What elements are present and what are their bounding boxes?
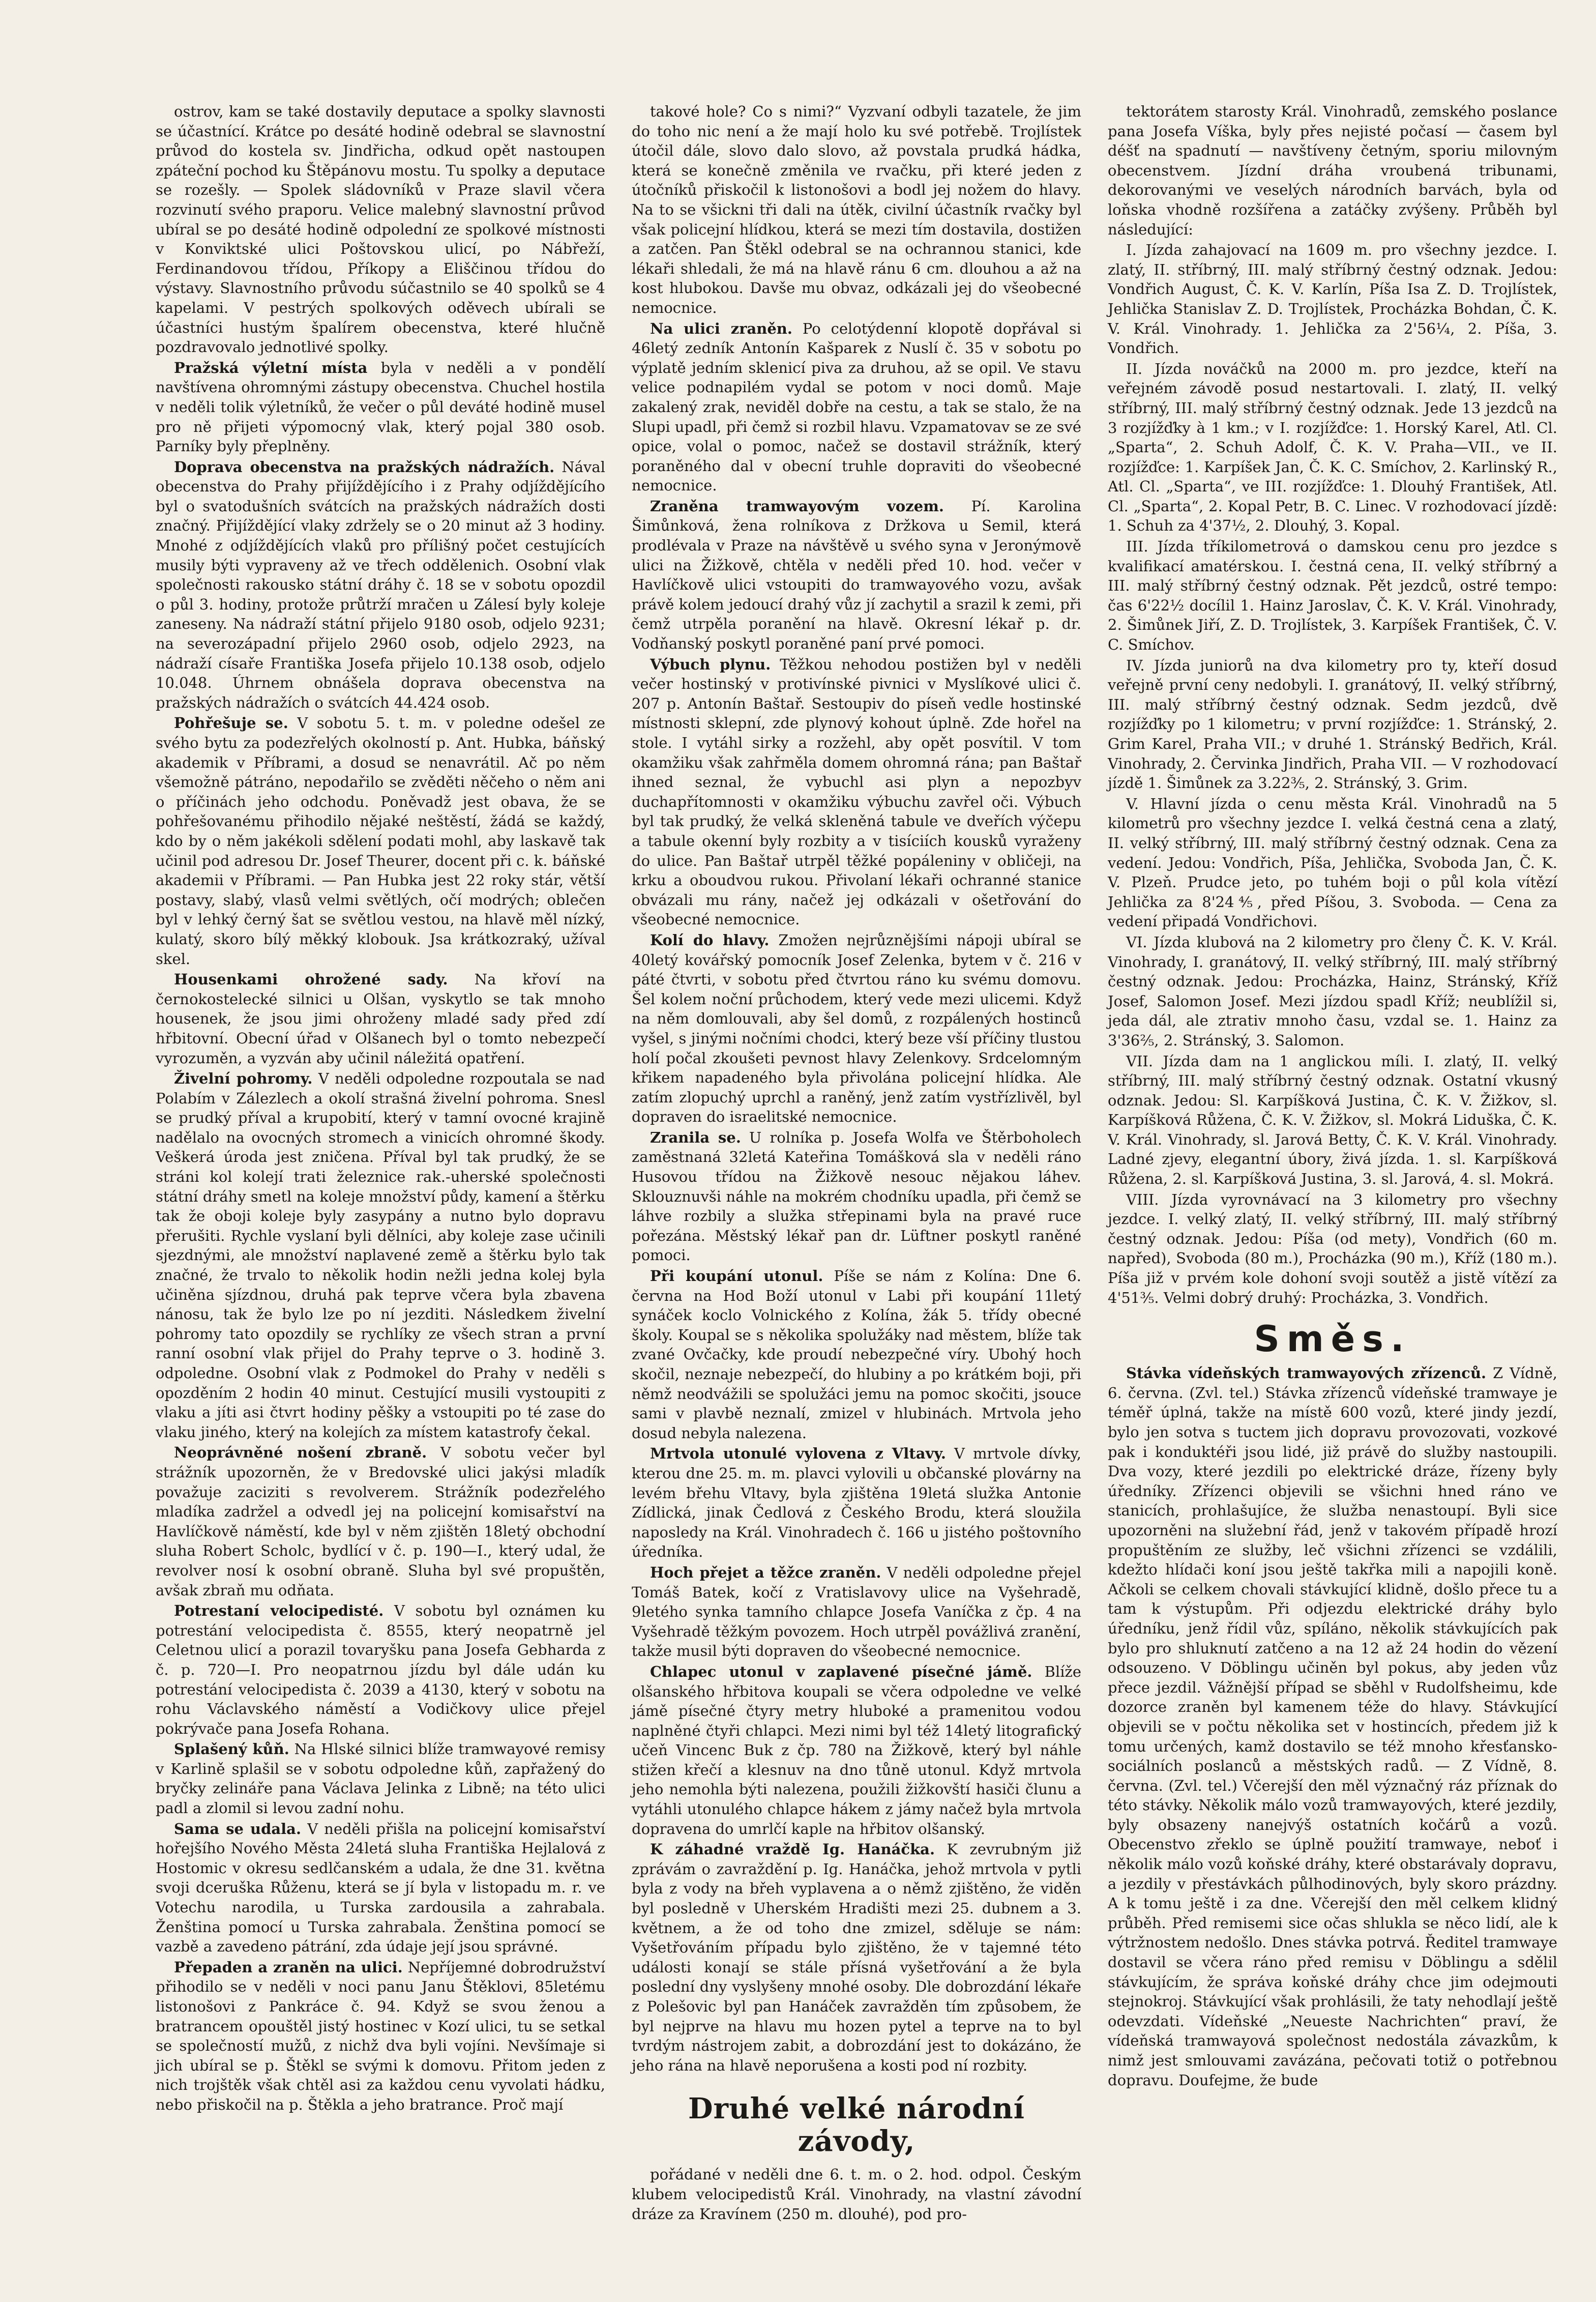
article-paragraph bbox=[156, 1443, 605, 1600]
article-text: ostrov, kam se také dostavily deputace a spolky slavnosti se účastnící. Krátce po desáté hodině odebral se slavnostní průvod do kostela sv. Jindřicha, odkud opět nastoupen zpáteční pochod ku Štěpánovu mostu. Tu spolky a deputace se rozešly. — Spolek sládovníků v Praze slavil včera rozvinutí svého praporu. Velice malebný slavnostní průvod ubíral se po desáté hodině odpolední ze spolkové místnosti v Konviktské ulici Poštovskou ulicí, po Nábřeží, Ferdinandovou třídou, Příkopy a Eliščinou třídou do výstavy. Slavnostního průvodu súčastnilo se 40 spolků se 4 kapelami. V pestrých spolkových oděvech ubírali se účastníci hustým špalírem obecenstva, které hlučně pozdravovalo jednotlivé spolky. bbox=[156, 103, 605, 356]
article-text: I. Jízda zahajovací na 1609 m. pro všechny jezdce. I. zlatý, II. stříbrný, III. malý stříbrný čestný odznak. Jedou: Vondřich August, Č. K. V. Karlín, Píša Isa Z. D. Trojlístek, Jehlička Stanislav Z. D. Trojlístek, Procházka Bohdan, Č. K. V. Král. Vinohrady. 1. Jehlička za 2'56¼, 2. Píša, 3. Vondřich. bbox=[1108, 241, 1557, 357]
article-headline: Zraněna tramwayovým vozem. bbox=[650, 497, 944, 515]
article-text: tektorátem starosty Král. Vinohradů, zemského poslance pana Josefa Víška, byly přes nejisté počasí — časem byl déšť na spadnutí — navštíveny četným, sporiu milovným obecenstvem. Jízdní dráha vroubená tribunami, dekorovanými ve veselých národních barvách, byla od loňska vhodně rozšířena a zatáčky zvýšeny. Průběh byl následující: bbox=[1108, 103, 1557, 238]
article-text: VI. Jízda klubová na 2 kilometry pro členy Č. K. V. Král. Vinohrady, I. granátový, II. velký stříbrný, III. malý stříbrný čestný odznak. Jedou: Procházka, Hainz, Stránský, Kříž Josef, Salomon Josef. Mezi jízdou spadl Kříž; neublížil si, jeda dál, ale ztrativ mnoho času, vzdal se. 1. Hainz za 3'36⅖, 2. Stránský, 3. Salomon. bbox=[1108, 933, 1557, 1049]
article-text: V sobotu 5. t. m. v poledne odešel ze svého bytu za podezřelých okolností p. Ant. Hubka, báňský akademik v Příbrami, a dosud se nenavrátil. Ač po něm všemožně pátráno, nepodařilo se zvěděti něčeho o něm ani o příčinách jeho odchodu. Poněvadž jest obava, že se pohřešovanému přihodilo nějaké neštěstí, žádá se každý, kdo by o něm jakékoli sdělení podati mohl, aby laskavě tak učinil pod adresou Dr. Josef Theurer, docent při c. k. báňské akademii v Příbrami. — Pan Hubka jest 22 roky stár, větší postavy, slabý, vlasů velmi světlých, očí modrých; oblečen byl v lehký černý šat se světlou vestou, na hlavě měl nízký, kulatý, skoro bílý měkký klobouk. Jsa krátkozraký, užíval skel. bbox=[156, 714, 605, 968]
article-text: byla v neděli a v pondělí navštívena ohromnými zástupy obecenstva. Chuchel hostila v neděli tolik výletníků, že večer o půl deváté hodině musel pro ně přijeti výpomocný vlak, který pojal 380 osob. Parníky byly přeplněny. bbox=[156, 359, 605, 455]
article-headline: Doprava obecenstva na pražských nádražích. bbox=[174, 458, 555, 476]
article-text: Píše se nám z Kolína: Dne 6. června na Hod Boží utonul v Labi při koupání 11letý synáček koclo Volnického z Kolína, žák 5. třídy obecné školy. Koupal se s několika spolužáky nad městem, blíže tak zvané Ovčačky, kde proudí nebezpečné víry. Ubohý hoch skočil, neznaje nebezpečí, do hlubiny a po krátkém boji, při němž neodvážili se spolužáci jemu na pomoc skočiti, jsouce sami v plavbě neznalí, zmizel v hlubinách. Mrtvola jeho dosud nebyla nalezena. bbox=[632, 1267, 1082, 1442]
article-headline: Sama se udala. bbox=[174, 1820, 302, 1838]
article-paragraph bbox=[1108, 1052, 1557, 1189]
article-headline: Pohřešuje se. bbox=[174, 714, 288, 732]
article-text: V sobotu byl oznámen ku potrestání velocipedista č. 8555, který neopatrně jel Celetnou ulicí a porazil tovaryšku pana Josefa Gebharda z č. p. 720—I. Pro neopatrnou jízdu byl dále udán ku potrestání velocipedista č. 2039 a 4130, který v sobotu na rohu Václavského náměstí a Vodičkovy ulice přejel pokrývače pana Josefa Rohana. bbox=[156, 1602, 605, 1737]
article-paragraph bbox=[156, 1601, 605, 1738]
section-title: Druhé velké národní závody, bbox=[688, 2092, 1025, 2159]
article-paragraph bbox=[1108, 537, 1557, 655]
article-paragraph bbox=[156, 970, 605, 1068]
article-text: Po celotýdenní klopotě dopřával si 46letý zedník Antonín Kašparek z Nuslí č. 35 v sobotu po výplatě jedním sklenicí piva za druhou, až se opil. Ve stavu velice podnapilém vydal se potom v noci domů. Maje zakalený zrak, neviděl dobře na cestu, a tak se stalo, že na Slupi upadl, při čemž si rozbil hlavu. Vzpamatovav se ze své opice, volal o pomoc, načež se dostavil strážník, který poraněného dal v obecní truhle dopraviti do všeobecné nemocnice. bbox=[632, 319, 1081, 494]
article-paragraph bbox=[632, 1128, 1081, 1265]
article-text: takové hole? Co s nimi?“ Vyzvaní odbyli tazatele, že jim do toho nic není a že mají holo ku své potřebě. Trojlístek útočil dále, slovo dalo slovo, až povstala prudká hádka, která se konečně změnila ve rvačku, při které jeden z útočníků přiskočil k listonošovi a bodl jej nožem do hlavy. Na to se všickni tři dali na útěk, civilní účastník rvačky byl však policejní hlídkou, která se mezi tím dostavila, dostižen a zatčen. Pan Štěkl odebral se na ochrannou stanici, kde lékaři shledali, že má na hlavě ránu 6 cm. dlouhou a až na kost hlubokou. Davše mu obvaz, odkázali jej do všeobecné nemocnice. bbox=[632, 103, 1081, 316]
article-paragraph bbox=[632, 319, 1081, 496]
article-text: K zevrubným již zprávám o zavraždění p. Ig. Hanáčka, jehož mrtvola v pytli byla z vody na břeh vyplavena a o němž zjištěno, že viděn byl posledně v Uherském Hradišti mezi 25. dubnem a 3. květnem, a že od toho dne zmizel, sděluje se nám: Vyšetřováním případu bylo zjištěno, že v tajemné této události konají se stále přísná vyšetřování a že byla poslední dny vyslyšeny mnohé osoby. Dle dobrozdání lékaře z Polešovic byl pan Hanáček zavražděn tím způsobem, že byl nejprve na hlavu mu hozen pytel a teprve na to byl tvrdým nástrojem zabit, a dobrozdání jest to dokázáno, že jeho rána na hlavě neporušena a kosti pod ní rozbity. bbox=[632, 1841, 1081, 2074]
article-paragraph bbox=[1108, 1190, 1557, 1308]
article-text: V sobotu večer byl strážník upozorněn, že v Bredovské ulici jakýsi mladík považuje zaciziti s revolverem. Strážník podezřelého mladíka zadržel a odvedl jej na policejní komisařství na Havlíčkově náměstí, kde byl v něm zjištěn 18letý obchodní sluha Robert Scholc, bydlící v č. p. 190—I., který udal, že revolver nosí k osobní obraně. Sluha byl své propuštěn, avšak zbraň mu odňata. bbox=[156, 1444, 606, 1599]
article-headline: Přepaden a zraněn na ulici. bbox=[174, 1958, 403, 1976]
article-text: V. Hlavní jízda o cenu města Král. Vinohradů na 5 kilometrů pro všechny jezdce I. velká čestná cena a zlatý, II. velký stříbrný, III. malý stříbrný čestný odznak. Cena za vedení. Jedou: Vondřich, Píša, Jehlička, Svoboda Jan, Č. K. V. Plzeň. Prudce jeto, po tuhém boji o půl kola vítězí Jehlička za 8'24⅘, před Píšou, 3. Svoboda. — Cena za vedení připadá Vondřichovi. bbox=[1108, 795, 1557, 930]
article-headline: Splašený kůň. bbox=[174, 1740, 289, 1758]
article-headline: Housenkami ohrožené sady. bbox=[174, 971, 448, 988]
article-headline: Při koupání utonul. bbox=[650, 1267, 823, 1285]
article-headline: Potrestaní velocipedisté. bbox=[174, 1602, 384, 1620]
article-paragraph bbox=[632, 102, 1081, 318]
article-text: pořádané v neděli dne 6. t. m. o 2. hod. odpol. Českým klubem velocipedistů Král. Vinohrady, na vlastní závodní dráze za Kravínem (250 m. dlouhé), pod pro- bbox=[632, 2166, 1081, 2223]
article-headline: Výbuch plynu. bbox=[650, 655, 771, 673]
article-headline: Pražská výletní místa bbox=[174, 359, 368, 376]
article-text: U rolníka p. Josefa Wolfa ve Štěrboholech zaměstnaná 32letá Kateřina Tomášková sla v neděli ráno Husovou třídou na Žižkově nesouc nějakou láhev. Sklouznuvši náhle na mokrém chodníku upadla, při čemž se láhve rozbily a služka střepinami byla na pravé ruce pořezána. Městský lékař pan dr. Lüftner poskytl raněné pomoci. bbox=[632, 1128, 1081, 1264]
article-text: Na Hlské silnici blíže tramwayové remisy v Karlině splašil se v sobotu odpoledne kůň, zapřažený do bryčky zelináře pana Václava Jelinka z Libně; na této ulici padl a zlomil si levou zadní nohu. bbox=[156, 1740, 605, 1817]
article-text: VIII. Jízda vyrovnávací na 3 kilometry pro všechny jezdce. I. velký zlatý, II. velký stříbrný, III. malý stříbrný čestný odznak. Jedou: Píša (od mety), Vondřich (60 m. napřed), Svoboda (80 m.), Procházka (90 m.), Kříž (180 m.). Píša již v prvém kole dohoní svoji soutěž a jistě vítězí za 4'51⅗. Velmi dobrý druhý: Procházka, 3. Vondřich. bbox=[1108, 1190, 1557, 1306]
article-text: V neděli odpoledne přejel Tomáš Batek, kočí z Vratislavovy ulice na Vyšehradě, 9letého synka tamního chlapce Josefa Vaníčka z čp. 4 na Vyšehradě těžkým povozem. Hoch utrpěl povážlivá zranění, takže musil býti dopraven do všeobecné nemocnice. bbox=[632, 1563, 1081, 1660]
article-text: IV. Jízda juniorů na dva kilometry pro ty, kteří dosud veřejně první ceny nedobyli. I. granátový, II. velký stříbrný, III. malý stříbrný čestný odznak. Sedm jezdců, dvě rozjížďky po 1 kilometru; v první rozjížďce: 1. Stránský, 2. Grim Karel, Praha VII.; v druhé 1. Stránský Bedřich, Král. Vinohrady, 2. Červinka Jindřich, Praha VII. — V rozhodovací jízdě 1. Šimůnek za 3.22⅗, 2. Stránský, 3. Grim. bbox=[1108, 656, 1557, 792]
article-paragraph bbox=[156, 358, 605, 456]
article-paragraph bbox=[1108, 933, 1557, 1051]
article-headline: K záhadné vraždě Ig. Hanáčka. bbox=[650, 1841, 935, 1858]
article-paragraph bbox=[632, 497, 1081, 654]
column-left bbox=[153, 102, 608, 2261]
article-headline: Kolí do hlavy. bbox=[650, 931, 770, 949]
article-headline: Živelní pohromy. bbox=[174, 1070, 313, 1088]
article-text: V neděli přišla na policejní komisařství hořejšího Nového Města 24letá sluha Františka Hejlalová z Hostomic v okresu sedlčanském a udala, že dne 31. května svoji dceruška Růženu, která se jí byla v listopadu m. r. ve Votechu narodila, u Turska zardousila a zahrabala. Ženština pomocí u Turska zahrabala. Ženština pomocí se vazbě a zavedeno pátrání, zda údaje její jsou správné. bbox=[156, 1820, 605, 1956]
article-headline: Mrtvola utonulé vylovena z Vltavy. bbox=[650, 1445, 946, 1463]
article-text: Pí. Karolina Šimůnková, žena rolníkova z Držkova u Semil, která prodlévala v Praze na návštěvě u svého syna v Jeronýmově ulici na Žižkově, chtěla v neděli před 10. hod. večer v Havlíčkově ulici vstoupiti do tramwayového vozu, avšak právě kolem jedoucí drahý vůz jí zachytil a srazil k zemi, při čemž utrpěla poranění na hlavě. Okresní lékař p. dr. Vodňanský poskytl poraněné paní prvé pomoci. bbox=[632, 497, 1081, 653]
article-paragraph bbox=[632, 1563, 1081, 1661]
article-headline: Hoch přejet a těžce zraněn. bbox=[650, 1563, 881, 1581]
article-text: V mrtvole dívky, kterou dne 25. m. m. plavci vylovili u občanské plovárny na levém břehu Vltavy, byla zjištěna 19letá služka Antonie Zídlická, jinak Čedlová z Českého Brodu, která sloužila naposledy na Král. Vinohradech č. 166 u jistého poštovního úředníka. bbox=[632, 1445, 1081, 1561]
article-paragraph bbox=[1108, 240, 1557, 358]
article-paragraph bbox=[632, 1444, 1081, 1562]
article-paragraph bbox=[632, 2165, 1081, 2224]
article-paragraph bbox=[156, 102, 605, 357]
article-paragraph bbox=[156, 457, 605, 713]
article-text: Nepříjemné dobrodružství přihodilo se v neděli v noci panu Janu Štěklovi, 85letému listonošovi z Pankráce č. 94. Když se svou ženou a bratrancem opouštěl jistý hostinec v Kozí ulici, tu se setkal se společností mužů, z nichž dva byli vojíni. Nevšímaje si jich ubíral se p. Štěkl se svými k domovu. Přitom jeden z nich trojštěk však chtěl asi za každou cenu vyvolati hádku, nebo přiskočil na p. Štěkla a jeho bratrance. Proč mají bbox=[156, 1958, 605, 2113]
article-paragraph bbox=[156, 1069, 605, 1442]
article-headline: Stávka vídeňských tramwayových zřízenců. bbox=[1126, 1364, 1487, 1382]
article-text: III. Jízda tříkilometrová o damskou cenu pro jezdce s kvalifikací amatérskou. I. čestná cena, II. velký stříbrný a III. malý stříbrný čestný odznak. Pět jezdců, ostré tempo: čas 6'22½ docílil 1. Hainz Jaroslav, Č. K. V. Král. Vinohrady, 2. Šimůnek Jiří, Z. D. Trojlístek, 3. Karpíšek František, Č. V. C. Smíchov. bbox=[1108, 538, 1557, 654]
article-paragraph bbox=[156, 1819, 605, 1957]
article-text: Zmožen nejrůznějšími nápoji ubíral se 40letý kovářský pomocník Josef Zelenka, bytem v č. 216 v páté čtvrti, v sobotu před čtvrtou ráno ku svému domovu. Šel kolem noční průchodem, který vede mezi ulicemi. Když na něm domlouvali, aby šel domů, z rozpálených hostinců vyšel, s jinými nočními chodci, který beze vší příčiny tlustou holí počal zkoušeti pevnost hlavy Zelenkovy. Srdcelomným křikem napadeného byla přivolána policejní hlídka. Ale zatím zlopuchý uprchl a raněný, jenž zatím vystřízlivěl, byl dopraven do israelitské nemocnice. bbox=[632, 931, 1081, 1126]
article-text: Z Vídně, 6. června. (Zvl. tel.) Stávka zřízenců vídeňské tramwaye je téměř úplná, takže na místě 600 vozů, které jindy jezdí, bylo jen sotva s tuctem jich dopravu provozovati, vozkové pak i konduktéři jsou lidé, již právě do služby nastoupili. Dva vozy, které jezdili po elektrické dráze, řízeny byly úředníky. Zřízenci objevili se všichni hned ráno ve stanicích, prohlašujíce, že služba nenastoupí. Byli sice upozorněni na služební řád, jenž v takovém případě hrozí propuštěním ze služby, leč všichni zřízenci se vzdálili, kdežto hlídači koní jsou ještě takřka mili a napojili koně. Ačkoli se celkem chovali stávkující klidně, došlo přece tu a tam k výstupům. Při odjezdu elektrické dráhy bylo úředníku, jenž řídil vůz, spíláno, několik stávkujících pak bylo pro shluknutí zatčeno a na 12 až 24 hodin do vězení odsouzeno. V Döblingu učiněn byl pokus, aby jeden vůz přece jezdil. Vážnější případ se sběhl v Rudolfsheimu, kde dozorce zraněn byl kamenem téže do hlavy. Stávkující objevili se v počtu několika set v hostincích, předem již k tomu určených, kamž dostavilo se též mnoho křesťansko-sociálních poslanců a městských radů. — Z Vídně, 8. června. (Zvl. tel.) Včerejší den měl význačný ráz příznak do této stávky. Několik málo vozů tramwayových, které jezdily, byly obsazeny nanejvýš ostatních kočárů a vozů. Obecenstvo zřeklo se úplně použití tramwaye, neboť i několik málo vozů koňské dráhy, které obstarávaly dopravu, a jezdily v přestávkách půlhodinových, byly skoro prázdny. A k tomu ještě i za dne. Včerejší den měl celkem klidný průběh. Před remisemi sice očas shlukla se něco lidí, ale k výtržnostem nedošlo. Dnes stávka potrvá. Ředitel tramwaye dostavil se včera ráno před remisu v Döblingu a sdělil stávkujícím, že správa koňské dráhy chce jim odejmouti stejnokroj. Stávkující však prohlásili, že taty nehodlají ještě odevzdati. Vídeňské „Neueste Nachrichten“ praví, že vídeňská tramwayová společnost nedostála závazkům, k nimž jest smlouvami zavázána, pečovati totiž o potřebnou dopravu. Doufejme, že bude bbox=[1108, 1364, 1557, 2089]
article-paragraph bbox=[632, 930, 1081, 1127]
column-right bbox=[1105, 102, 1560, 2261]
article-paragraph bbox=[632, 1266, 1081, 1443]
article-paragraph bbox=[1108, 102, 1557, 239]
article-paragraph bbox=[156, 1739, 605, 1818]
article-headline: Chlapec utonul v zaplavené písečné jámě. bbox=[650, 1663, 1032, 1680]
article-paragraph bbox=[1108, 359, 1557, 536]
article-text: V neděli odpoledne rozpoutala se nad Polabím v Zálezlech a okolí strašná živelní pohroma. Snesl se prudký příval a krupobití, který v tamní ovocné krajině nadělalo na ovocných stromech a vinicích ohromné škody. Veškerá úroda jest zničena. Příval byl tak prudký, že se stráni kol kolejí trati železnice rak.-uherské společnosti státní dráhy smetl na koleje množství půdy, kamení a štěrku tak že oboji koleje byly zasypány a nutno bylo dopravu přerušiti. Rychle vyslaní byli dělníci, aby koleje zase učinili sjezdnými, ale množství naplavené země a štěrku bylo tak značné, že trvalo to několik hodin nežli jedna kolej byla učiněna sjízdnou, druhá pak teprve včera byla zbavena nánosu, tak že bylo lze po ní jezditi. Následkem živelní pohromy tato opozdily se rychlíky ze všech stran a první ranní osobní vlak přijel do Prahy teprve o 3. hodině 3. odpoledne. Osobní vlak z Podmokel do Prahy v neděli s opozděním 2 hodin 40 minut. Cestující musili vystoupiti z vlaku a jíti asi čtvrt hodiny pěšky a vstoupiti po té zase do vlaku jiného, který na kolejích za místem katastrofy čekal. bbox=[156, 1070, 605, 1441]
article-paragraph bbox=[632, 655, 1081, 929]
text-columns bbox=[153, 102, 1560, 2261]
article-headline: Neoprávněné nošení zbraně. bbox=[174, 1444, 427, 1462]
article-headline: Na ulici zraněn. bbox=[650, 319, 792, 337]
article-headline: Zranila se. bbox=[650, 1128, 741, 1146]
article-text: Těžkou nehodou postižen byl v neděli večer hostinský v protivínské pivnici v Myslíkové ulici č. 207 p. Antonín Baštař. Sestoupiv do píseň vedle hostinské místnosti sklepní, zde plynový kohout úplně. Zde hořel na stole. I vytáhl sirky a rozžehl, aby opět posvítil. V tom okamžiku však zahřměla domem ohromná rána; pan Baštař ihned seznal, že vybuchl asi plyn a nepozbyv duchapřítomnosti v okamžiku výbuchu zavřel oči. Výbuch byl tak prudký, že velká skleněná tabule ve dveřích výčepu a tabule okenní byly rozbity a v tisíciích kousků vyraženy do ulice. Pan Baštař utrpěl těžké popáleniny v obličeji, na krku a oboudvou rukou. Přivolaní lékaři ochranné stanice obvázali mu rány, načež jej odkázali v ošetřování do všeobecné nemocnice. bbox=[632, 655, 1081, 928]
article-paragraph bbox=[156, 713, 605, 969]
article-paragraph bbox=[1108, 656, 1557, 793]
article-text: Na křoví na černokostelecké silnici u Olšan, vyskytlo se tak mnoho housenek, že jsou jimi ohroženy mladé sady před zdí hřbitovní. Obecní úřad v Olšanech byl o tomto nebezpečí vyrozuměn, a vyzván aby učinil náležitá opatření. bbox=[156, 971, 605, 1067]
article-text: II. Jízda nováčků na 2000 m. pro jezdce, kteří na veřejném závodě posud nestartovali. I. zlatý, II. velký stříbrný, III. malý stříbrný čestný odznak. Jede 13 jezdců na 3 rozjížďky à 1 km.; v I. rozjížďce: 1. Horský Karel, Atl. Cl. „Sparta“, 2. Schuh Adolf, Č. K. V. Praha—VII., ve II. rozjížďce: 1. Karpíšek Jan, Č. K. C. Smíchov, 2. Karlinský R., Atl. Cl. „Sparta“, ve III. rozjížďce: 1. Dlouhý František, Atl. Cl. „Sparta“, 2. Kopal Petr, B. C. Linec. V rozhodovací jízdě: 1. Schuh za 4'37½, 2. Dlouhý, 3. Kopal. bbox=[1108, 360, 1557, 535]
article-text: Blíže olšanského hřbitova koupali se včera odpoledne ve velké jámě písečné čtyry metry hluboké a pramenitou vodou naplněné čtyři chlapci. Mezi nimi byl též 14letý litografický učeň Vincenc Buk z čp. 780 na Žižkově, který byl náhle stižen křečí a klesnuv na dno tůně utonul. Když mrtvola jeho nemohla býti nalezena, použili žižkovští hasiči člunu a vytáhli utonulého chlapce hákem z jámy načež byla mrtvola dopravena do umrlčí kaple na hřbitov olšanský. bbox=[632, 1663, 1081, 1838]
article-paragraph bbox=[632, 1662, 1081, 1839]
article-text: Nával obecenstva do Prahy přijíždějícího i z Prahy odjíždějícího byl o svatodušních svátcích na pražských nádražích dosti značný. Přijíždějící vlaky zdržely se o 20 minut až 3 hodiny. Mnohé z odjíždějících vlaků pro přílišný počet cestujících musily býti vypraveny až ve třech oddělenich. Osobní vlak společnosti rakousko státní dráhy č. 18 se v sobotu opozdil o půl 3. hodiny, protože průtrží mračen u Zálesí byly koleje zaneseny. Na nádraží státní přijelo 9180 osob, odjelo 9231; na severozápadní přijelo 2960 osob, odjelo 2923, na nádraží císaře Františka Josefa přijelo 10.138 osob, odjelo 10.048. Úhrnem obnášela doprava obecenstva na pražských nádražích o svátcích 44.424 osob. bbox=[156, 458, 605, 711]
article-text: VII. Jízda dam na 1 anglickou míli. I. zlatý, II. velký stříbrný, III. malý stříbrný čestný odznak. Ostatní vkusný odznak. Jedou: Sl. Karpíšková Justina, Č. K. V. Žižkov, sl. Karpíšková Růžena, Č. K. V. Žižkov, sl. Mokrá Liduška, Č. K. V. Král. Vinohrady, sl. Jarová Betty, Č. K. V. Král. Vinohrady. Ladné zjevy, elegantní úbory, živá jízda. 1. sl. Karpíšková Růžena, 2. sl. Karpíšková Justina, 3. sl. Jarová, 4. sl. Mokrá. bbox=[1108, 1052, 1557, 1188]
article-paragraph bbox=[1108, 794, 1557, 931]
article-paragraph bbox=[1108, 1363, 1557, 2090]
section-title: Směs. bbox=[1254, 1318, 1411, 1360]
column-middle bbox=[629, 102, 1084, 2261]
article-paragraph bbox=[632, 1840, 1081, 2075]
article-paragraph bbox=[156, 1958, 605, 2115]
